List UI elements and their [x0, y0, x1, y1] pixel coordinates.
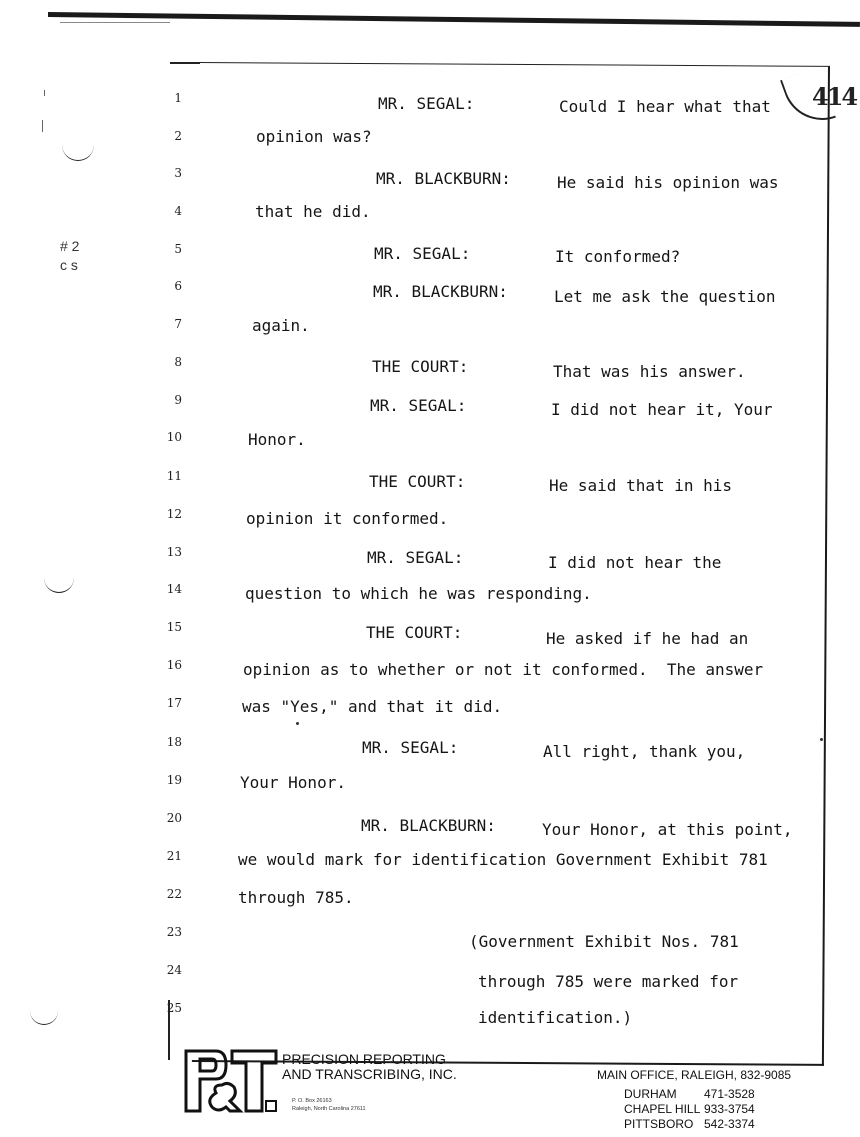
- frame-corner-line: [170, 62, 200, 64]
- transcript-text: Could I hear what that: [559, 97, 771, 116]
- speaker-label: MR. SEGAL:: [367, 548, 464, 567]
- office-city: DURHAM: [624, 1087, 677, 1101]
- line-number: 19: [166, 773, 182, 787]
- line-number: 23: [166, 925, 182, 939]
- transcript-text: (Government Exhibit Nos. 781: [469, 932, 739, 951]
- line-number: 9: [174, 393, 182, 407]
- line-number: 24: [166, 963, 182, 977]
- office-row: [624, 1087, 755, 1101]
- company-name: [282, 1052, 457, 1082]
- top-border-thin-rule: [60, 22, 170, 23]
- speaker-label: MR. SEGAL:: [374, 244, 471, 263]
- office-phone: 542-3374: [704, 1117, 755, 1131]
- line-number: 16: [166, 658, 182, 672]
- company-address: [292, 1097, 366, 1113]
- line-number: 13: [166, 545, 182, 559]
- margin-curve-mark: [30, 1010, 58, 1025]
- speaker-label: THE COURT:: [372, 357, 469, 376]
- transcript-text: That was his answer.: [553, 362, 746, 381]
- margin-curve-mark: [44, 576, 74, 593]
- transcript-text: Your Honor, at this point,: [542, 820, 793, 839]
- line-number: 25: [166, 1001, 182, 1015]
- speck: [820, 738, 823, 741]
- line-number: 3: [174, 166, 182, 180]
- main-office: MAIN OFFICE, RALEIGH, 832-9085: [597, 1068, 792, 1082]
- line-number: 22: [166, 887, 182, 901]
- line-number: 12: [166, 507, 182, 521]
- transcript-text: It conformed?: [555, 247, 681, 266]
- line-number: 21: [166, 849, 182, 863]
- transcript-text: that he did.: [255, 202, 371, 221]
- transcript-text: I did not hear the: [548, 553, 722, 572]
- transcript-text: identification.): [478, 1008, 633, 1027]
- office-phone: 471-3528: [704, 1087, 755, 1101]
- transcript-text: He asked if he had an: [546, 629, 749, 648]
- company-name-line1: PRECISION REPORTING: [282, 1051, 446, 1067]
- transcript-text: opinion as to whether or not it conformed. The answer: [243, 660, 764, 679]
- speaker-label: THE COURT:: [369, 472, 466, 491]
- speaker-label: MR. SEGAL:: [362, 738, 459, 757]
- transcript-text: I did not hear it, Your: [551, 400, 773, 419]
- transcript-text: He said his opinion was: [557, 173, 779, 192]
- margin-tick: [44, 90, 45, 96]
- page-number: 414: [812, 82, 857, 111]
- speaker-label: MR. SEGAL:: [370, 396, 467, 415]
- line-number: 6: [174, 279, 182, 293]
- logo-text: P&T: [182, 1045, 184, 1046]
- transcript-text: He said that in his: [549, 476, 733, 495]
- line-number: 1: [174, 91, 182, 105]
- line-number: 14: [166, 582, 182, 596]
- transcript-text: we would mark for identification Government Exhibit 781: [238, 850, 768, 869]
- margin-note-2: c s: [60, 257, 78, 273]
- line-number: 2: [174, 129, 182, 143]
- line-number: 20: [166, 811, 182, 825]
- speck: [296, 722, 299, 725]
- transcript-text: opinion it conformed.: [246, 509, 449, 528]
- transcript-text: opinion was?: [256, 127, 372, 146]
- office-city: CHAPEL HILL: [624, 1102, 701, 1116]
- speaker-label: THE COURT:: [366, 623, 463, 642]
- transcript-text: again.: [252, 316, 310, 335]
- speaker-label: MR. BLACKBURN:: [376, 169, 511, 188]
- company-name-line2: AND TRANSCRIBING, INC.: [282, 1066, 457, 1082]
- line-number: 11: [166, 469, 182, 483]
- line-number: 15: [166, 620, 182, 634]
- speaker-label: MR. SEGAL:: [378, 94, 475, 113]
- address-line2: Raleigh, North Carolina 27611: [292, 1106, 366, 1112]
- transcript-text: question to which he was responding.: [245, 584, 592, 603]
- line-number: 8: [174, 355, 182, 369]
- margin-tick: [42, 120, 43, 132]
- speaker-label: MR. BLACKBURN:: [361, 816, 496, 835]
- company-logo: [182, 1045, 280, 1117]
- line-number: 10: [166, 430, 182, 444]
- address-line1: P. O. Box 26163: [292, 1098, 332, 1104]
- transcript-text: through 785.: [238, 888, 354, 907]
- margin-curve-mark: [62, 140, 94, 161]
- line-number: 18: [166, 735, 182, 749]
- transcript-text: Honor.: [248, 430, 306, 449]
- transcript-text: through 785 were marked for: [478, 972, 739, 991]
- transcript-text: All right, thank you,: [543, 742, 746, 761]
- line-number: 5: [174, 242, 182, 256]
- office-row: [624, 1117, 755, 1131]
- margin-note-1: # 2: [60, 238, 80, 254]
- line-number: 17: [166, 696, 182, 710]
- office-city: PITTSBORO: [624, 1117, 694, 1131]
- line-number: 7: [174, 317, 182, 331]
- transcript-text: Let me ask the question: [554, 287, 776, 306]
- transcript-text: was "Yes," and that it did.: [242, 697, 503, 716]
- line-number: 4: [174, 204, 182, 218]
- speaker-label: MR. BLACKBURN:: [373, 282, 508, 301]
- office-row: [624, 1102, 755, 1116]
- transcript-text: Your Honor.: [240, 773, 346, 792]
- office-phone: 933-3754: [704, 1102, 755, 1116]
- top-border-rule: [48, 12, 860, 27]
